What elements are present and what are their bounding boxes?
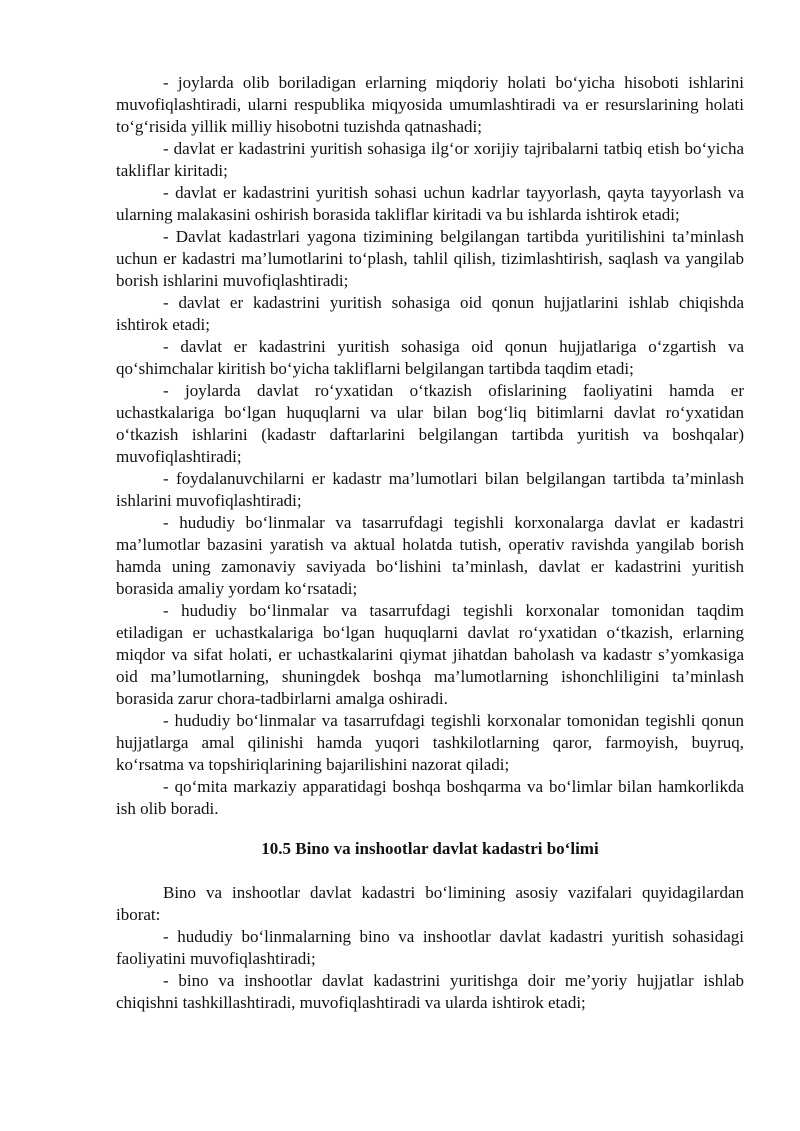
paragraph-2: - davlat er kadastrini yuritish sohasiga ilg‘or xorijiy tajribalarni tatbiq etish bo‘yicha takliflar kiritadi; — [116, 139, 744, 180]
paragraph-13: Bino va inshootlar davlat kadastri bo‘limining asosiy vazifalari quyidagilardan iborat: — [116, 883, 744, 924]
paragraph-15: - bino va inshootlar davlat kadastrini yuritishga doir me’yoriy hujjatlar ishlab chiqishni tashkillashtiradi, muvofiqlashtiradi va ularda ishtirok etadi; — [116, 971, 744, 1012]
section-heading: 10.5 Bino va inshootlar davlat kadastri bo‘limi — [261, 839, 599, 858]
paragraph-7: - joylarda davlat ro‘yxatidan o‘tkazish ofislarining faoliyatini hamda er uchastkalariga bo‘lgan huquqlarni va ular bilan bog‘liq bitimlarni davlat ro‘yxatidan o‘tkazish ishlarini (kadastr daftarlarini belgilangan tartibda yuritish va boshqalar) muvofiqlashtiradi; — [116, 381, 744, 466]
paragraph-5: - davlat er kadastrini yuritish sohasiga oid qonun hujjatlarini ishlab chiqishda ishtirok etadi; — [116, 293, 744, 334]
document-page — [116, 72, 744, 1014]
paragraph-6: - davlat er kadastrini yuritish sohasiga oid qonun hujjatlariga o‘zgartish va qo‘shimchalar kiritish bo‘yicha takliflarni belgilangan tartibda taqdim etadi; — [116, 337, 744, 378]
paragraph-4: - Davlat kadastrlari yagona tizimining belgilangan tartibda yuritilishini ta’minlash uchun er kadastri ma’lumotlarini to‘plash, tahlil qilish, tizimlashtirish, saqlash va yangilab borish ishlarini muvofiqlashtiradi; — [116, 227, 744, 290]
paragraph-11: - hududiy bo‘linmalar va tasarrufdagi tegishli korxonalar tomonidan tegishli qonun hujjatlarga amal qilinishi hamda yuqori tashkilotlarning qaror, farmoyish, buyruq, ko‘rsatma va topshiriqlarining bajarilishini nazorat qiladi; — [116, 711, 744, 774]
paragraph-14: - hududiy bo‘linmalarning bino va inshootlar davlat kadastri yuritish sohasidagi faoliyatini muvofiqlashtiradi; — [116, 927, 744, 968]
paragraph-3: - davlat er kadastrini yuritish sohasi uchun kadrlar tayyorlash, qayta tayyorlash va ularning malakasini oshirish borasida takliflar kiritadi va bu ishlarda ishtirok etadi; — [116, 183, 744, 224]
paragraph-10: - hududiy bo‘linmalar va tasarrufdagi tegishli korxonalar tomonidan taqdim etiladigan er uchastkalariga bo‘lgan huquqlarni davlat ro‘yxatidan o‘tkazish, erlarning miqdor va sifat holati, er uchastkalarini qiymat jihatdan baholash va kadastr s’yomkasiga oid ma’lumotlarning, shuningdek boshqa ma’lumotlarning ishonchliligini ta’minlash borasida zarur chora-tadbirlarni amalga oshiradi. — [116, 601, 744, 708]
paragraph-8: - foydalanuvchilarni er kadastr ma’lumotlari bilan belgilangan tartibda ta’minlash ishlarini muvofiqlashtiradi; — [116, 469, 744, 510]
paragraph-9: - hududiy bo‘linmalar va tasarrufdagi tegishli korxonalarga davlat er kadastri ma’lumotlar bazasini yaratish va aktual holatda tutish, operativ ravishda yangilab borish hamda uning zamonaviy saviyada bo‘lishini ta’minlash, davlat er kadastrini yuritish borasida amaliy yordam ko‘rsatadi; — [116, 513, 744, 598]
paragraph-1: - joylarda olib boriladigan erlarning miqdoriy holati bo‘yicha hisoboti ishlarini muvofiqlashtiradi, ularni respublika miqyosida umumlashtiradi va er resurslarining holati to‘g‘risida yillik milliy hisobotni tuzishda qatnashadi; — [116, 73, 744, 136]
paragraph-12: - qo‘mita markaziy apparatidagi boshqa boshqarma va bo‘limlar bilan hamkorlikda ish olib boradi. — [116, 777, 744, 818]
